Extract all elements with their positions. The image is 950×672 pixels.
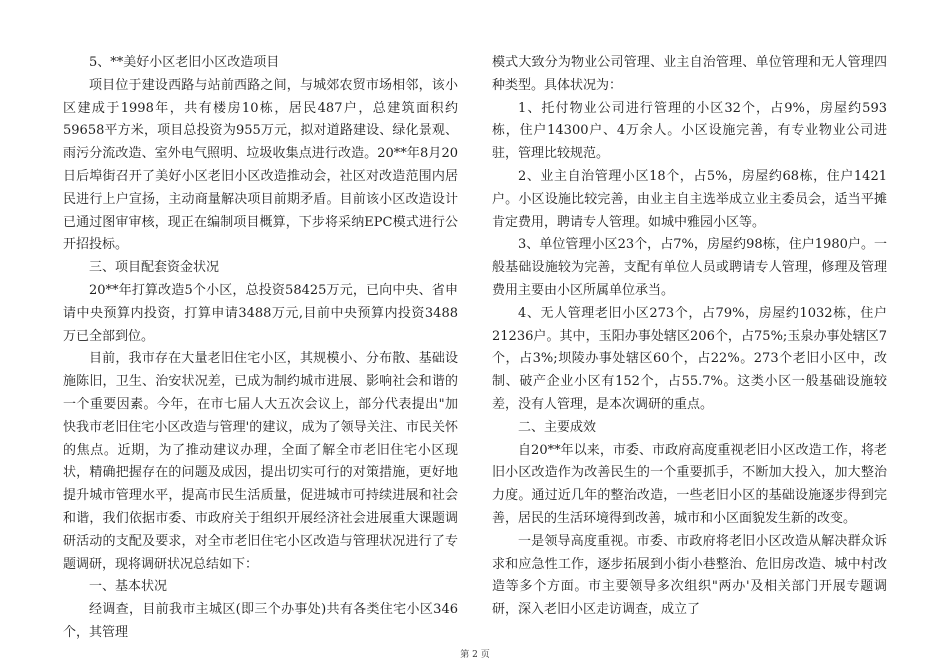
section-heading-project-5: 5、**美好小区老旧小区改造项目	[89, 55, 280, 70]
paragraph: 一是领导高度重视。市委、市政府将老旧小区改造从解决群众诉求和应急性工作，逐步拓展到小街小巷整治、危旧房改造、城中村改造等多个方面。市主要领导多次组织"两办'及相关部门开展专题调研，深入老旧小区走访调查，成立了	[492, 533, 887, 618]
paragraph: 经调查，目前我市主城区(即三个办事处)共有各类住宅小区346个，其管理	[63, 602, 458, 640]
list-item: 4、无人管理老旧小区273个，占79%，房屋约1032栋，住户21236户。其中，玉阳办事处辖区206个，占75%;玉泉办事处辖区7个，占3%;坝陵办事处辖区60个，占22%。273个老旧小区中，改制、破产企业小区有152个，占55.7%。这类小区一般基础设施较差，没有人管理，是本次调研的重点。	[492, 305, 887, 412]
section-heading-basic-status: 一、基本状况	[89, 579, 168, 595]
list-item: 2、业主自治管理小区18个，占5%，房屋约68栋，住户1421户。小区设施比较完善，由业主自主选举成立业主委员会，适当平摊肯定费用，聘请专人管理。如城中雅园小区等。	[492, 168, 887, 230]
paragraph: 目前，我市存在大量老旧住宅小区，其规模小、分布散、基础设施陈旧，卫生、治安状况差，已成为制约城市进展、影响社会和谐的一个重要因素。今年，在市七届人大五次会议上，部分代表提出"加快我市老旧住宅小区改造与管理'的建议，成为了领导关注、市民关怀的焦点。近期，为了推动建议办理，全面了解全市老旧住宅小区现状，精确把握存在的问题及成因，提出切实可行的对策措施，更好地提升城市管理水平，提高市民生活质量，促进城市可持续进展和社会和谐，我们依据市委、市政府关于组织开展经济社会进展重大课题调研活动的支配及要求，对全市老旧住宅小区改造与管理状况进行了专题调研，现将调研状况总结如下：	[63, 351, 458, 572]
paragraph: 项目位于建设西路与站前西路之间，与城郊农贸市场相邻，该小区建成于1998年，共有楼房10栋，居民487户，总建筑面积约59658平方米，项目总投资为955万元，拟对道路建设、绿化景观、雨污分流改造、室外电气照明、垃圾收集点进行改造。20**年8月20日后埠街召开了美好小区老旧小区改造推动会，社区对改造范围内居民进行上户宣扬，主动商量解决项目前期矛盾。目前该小区改造设计已通过图审审核，现正在编制项目概算，下步将采纳EPC模式进行公开招投标。	[63, 77, 458, 253]
list-item: 3、单位管理小区23个，占7%，房屋约98栋，住户1980户。一般基础设施较为完善，支配有单位人员或聘请专人管理，修理及管理费用主要由小区所属单位承当。	[492, 237, 887, 298]
section-heading-funding: 三、项目配套资金状况	[89, 260, 220, 276]
page-number: 第 2 页	[460, 650, 490, 660]
paragraph: 自20**年以来，市委、市政府高度重视老旧小区改造工作，将老旧小区改造作为改善民生的一个重要抓手，不断加大投入，加大整治力度。通过近几年的整治改造，一些老旧小区的基础设施逐步得到完善，居民的生活环境得到改善，城市和小区面貌发生新的改变。	[492, 442, 887, 526]
right-column	[492, 52, 887, 622]
list-item: 1、托付物业公司进行管理的小区32个，占9%，房屋约593栋，住户14300户、4万余人。小区设施完善，有专业物业公司进驻，管理比较规范。	[492, 100, 887, 162]
paragraph-continued: 模式大致分为物业公司管理、业主自治管理、单位管理和无人管理四种类型。具体状况为：	[492, 55, 887, 93]
left-column	[63, 52, 458, 645]
paragraph: 20**年打算改造5个小区，总投资58425万元，已向中央、省申请中央预算内投资，打算申请3488万元,目前中央预算内投资3488万已全部到位。	[63, 282, 458, 344]
section-heading-achievements: 二、主要成效	[518, 419, 597, 435]
